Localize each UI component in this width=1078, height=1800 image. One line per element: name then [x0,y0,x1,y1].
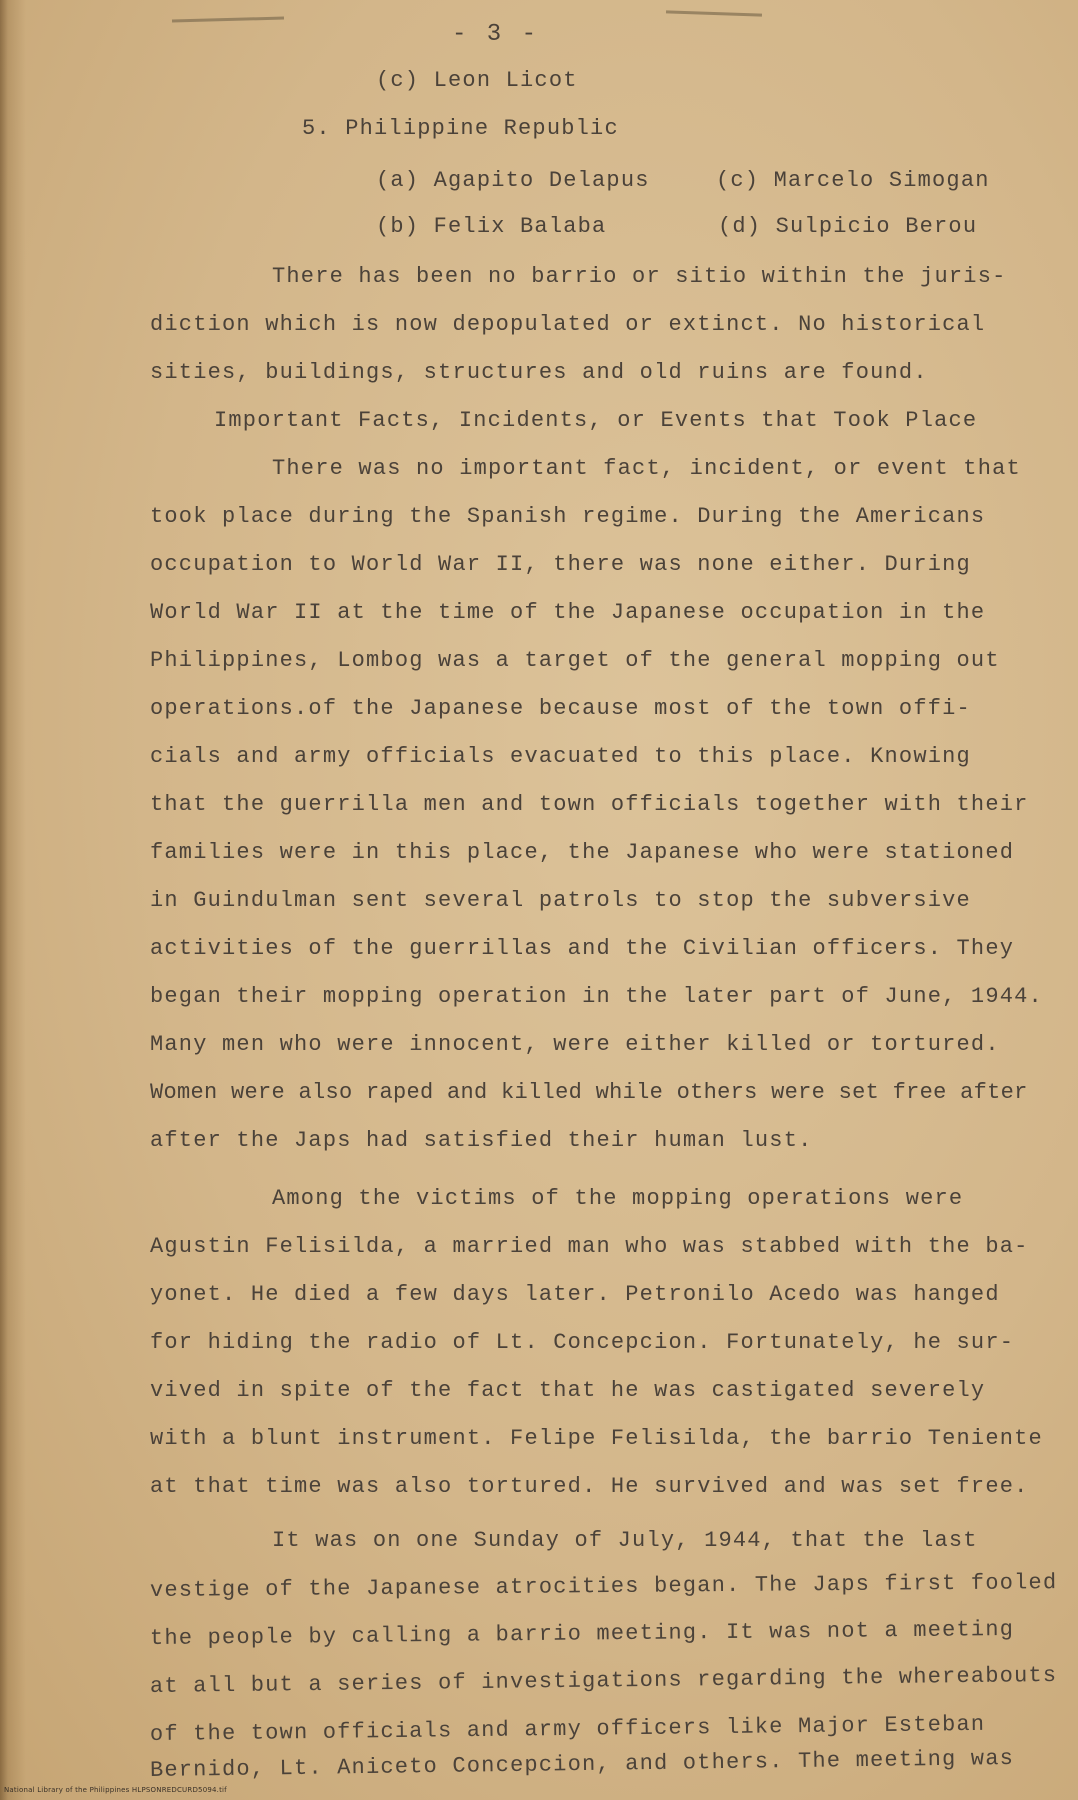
paragraph-2-line-1: There was no important fact, incident, or event that [272,456,1021,481]
paragraph-2-line-10: in Guindulman sent several patrols to stop the subversive [150,888,971,913]
paragraph-3-line-5: vived in spite of the fact that he was castigated severely [150,1378,986,1403]
paragraph-2-line-2: took place during the Spanish regime. During the Americans [150,504,986,529]
paragraph-2-line-8: that the guerrilla men and town officials together with their [150,792,1029,817]
paragraph-3-line-6: with a blunt instrument. Felipe Felisilda, the barrio Teniente [150,1426,1043,1451]
list-item-agapito-delapus: (a) Agapito Delapus [376,168,650,193]
paragraph-3-line-3: yonet. He died a few days later. Petronilo Acedo was hanged [150,1282,1000,1307]
paragraph-2-line-4: World War II at the time of the Japanese occupation in the [150,600,986,625]
paragraph-4-line-5: of the town officials and army officers like Major Esteban [149,1711,986,1747]
section-heading-important-facts: Important Facts, Incidents, or Events that Took Place [214,408,978,433]
top-fold-mark-right [666,10,762,16]
paragraph-4-line-3: the people by calling a barrio meeting. It was not a meeting [149,1616,1015,1651]
list-item-leon-licot: (c) Leon Licot [376,68,578,93]
paragraph-2-line-15: after the Japs had satisfied their human lust. [150,1128,813,1153]
paragraph-2-line-12: began their mopping operation in the later part of June, 1944. [150,984,1043,1009]
paragraph-3-line-4: for hiding the radio of Lt. Concepcion. Fortunately, he sur- [150,1330,1015,1355]
paragraph-2-line-13: Many men who were innocent, were either killed or tortured. [150,1032,1000,1057]
top-fold-mark-left [172,17,284,23]
list-item-felix-balaba: (b) Felix Balaba [376,214,607,239]
paragraph-2-line-5: Philippines, Lombog was a target of the general mopping out [150,648,1000,673]
paragraph-4-line-1: It was on one Sunday of July, 1944, that the last [272,1528,978,1553]
scan-footer-caption: National Library of the Philippines HLPSONREDCURD5094.tif [4,1786,227,1794]
paragraph-2-line-6: operations.of the Japanese because most of the town offi- [150,696,971,721]
paragraph-1-line-1: There has been no barrio or sitio within the juris- [272,264,1007,289]
page-number: - 3 - [452,21,540,48]
list-item-sulpicio-berou: (d) Sulpicio Berou [718,214,978,239]
paragraph-3-line-2: Agustin Felisilda, a married man who was stabbed with the ba- [150,1234,1029,1259]
paragraph-3-line-1: Among the victims of the mopping operations were [272,1186,964,1211]
paragraph-1-line-2: diction which is now depopulated or extinct. No historical [150,312,986,337]
paragraph-1-line-3: sities, buildings, structures and old ruins are found. [150,360,928,385]
paragraph-2-line-11: activities of the guerrillas and the Civilian officers. They [150,936,1015,961]
paragraph-4-line-2: vestige of the Japanese atrocities began. The Japs first fooled [149,1570,1058,1603]
paragraph-2-line-3: occupation to World War II, there was none either. During [150,552,971,577]
paragraph-3-line-7: at that time was also tortured. He survived and was set free. [150,1474,1029,1499]
paragraph-4-line-4: at all but a series of investigations regarding the whereabouts [149,1662,1058,1699]
paragraph-2-line-9: families were in this place, the Japanese who were stationed [150,840,1015,865]
paragraph-2-line-14: Women were also raped and killed while others were set free after [150,1080,1028,1105]
list-item-marcelo-simogan: (c) Marcelo Simogan [716,168,990,193]
paragraph-2-line-7: cials and army officials evacuated to this place. Knowing [150,744,971,769]
paragraph-4-line-6: Bernido, Lt. Aniceto Concepcion, and others. The meeting was [149,1745,1015,1783]
section-heading-philippine-republic: 5. Philippine Republic [302,116,619,141]
